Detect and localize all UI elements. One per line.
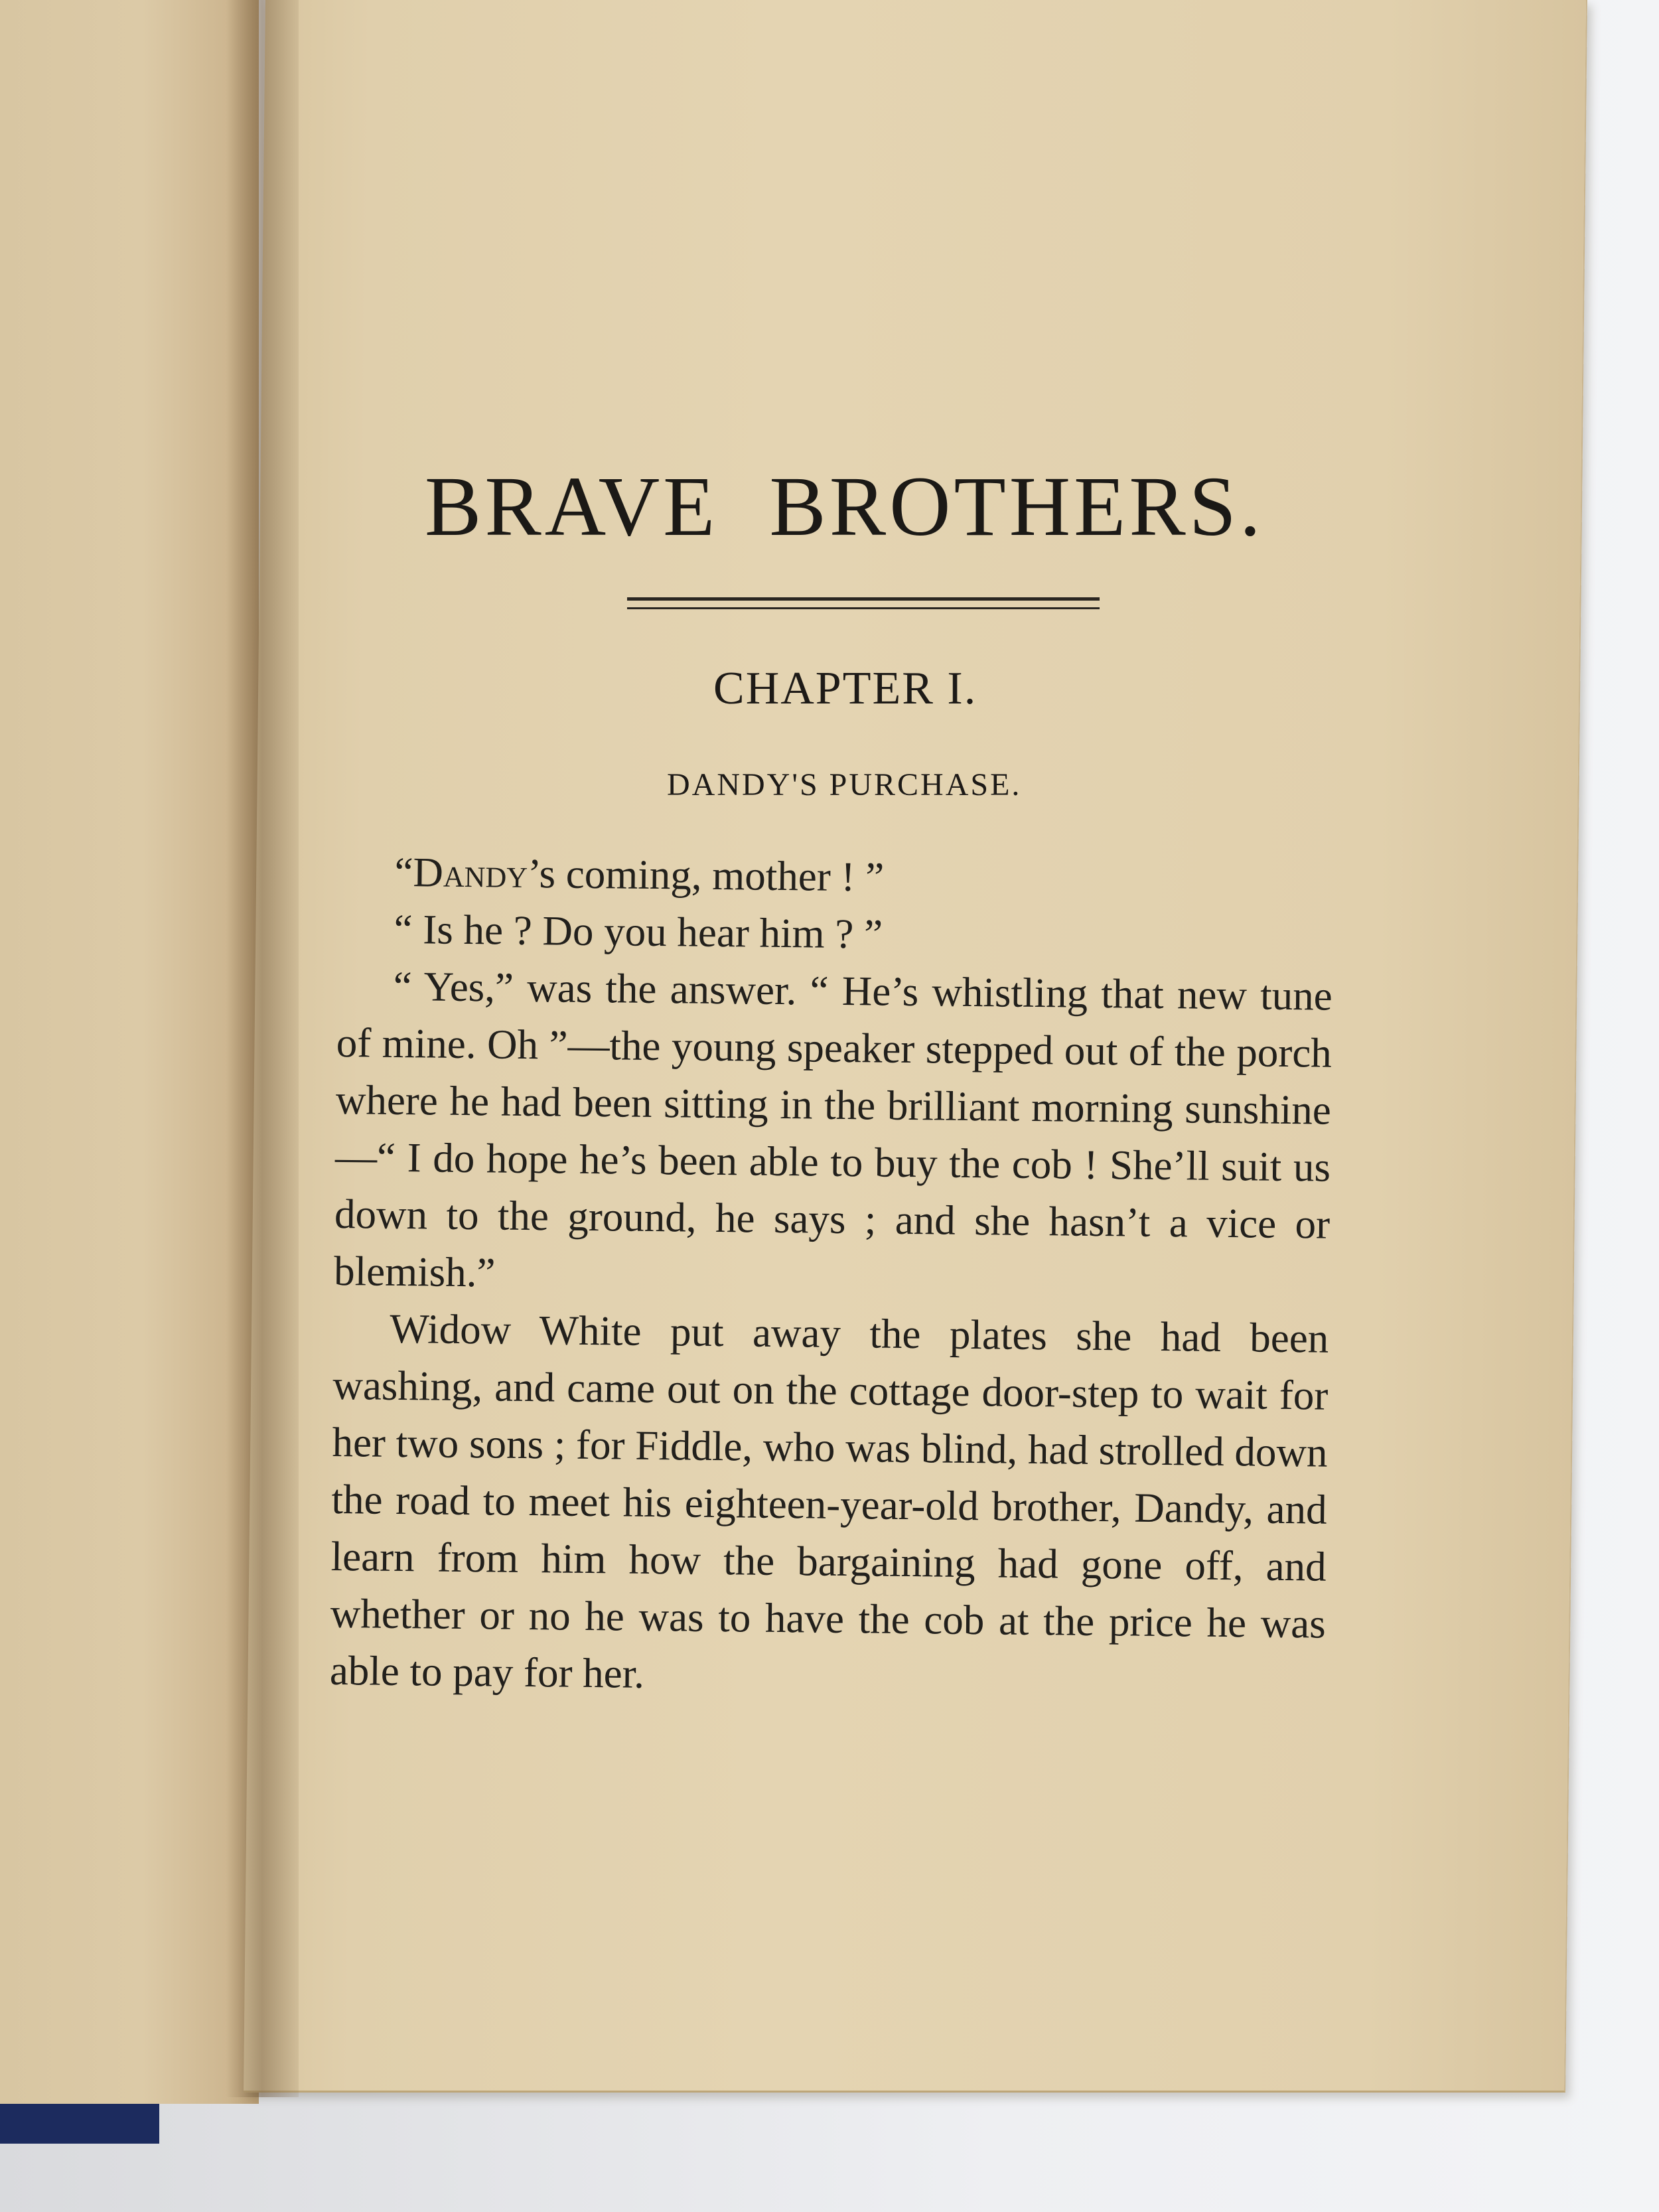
title-rule-bottom (627, 607, 1100, 609)
paragraph-4: Widow White put away the plates she had been washing, and came out on the cottage door-step to wait for her two sons ; for Fiddle, who was blind, had strolled down the road to meet his eighteen-year-old brother, Dandy, and learn from him how the bargaining had gone off, and whether or no he was to have the cob at the price he was able to pay for her. (329, 1305, 1329, 1697)
paragraph-lead-quote: “ (394, 848, 413, 896)
chapter-body (329, 843, 1333, 1710)
left-page (0, 0, 259, 2104)
paragraph-lead-smallcaps: Dandy (413, 849, 528, 897)
paragraph-1 (338, 843, 1334, 911)
book-gutter (226, 0, 299, 2097)
chapter-heading: CHAPTER I. (713, 663, 977, 714)
chapter-subtitle: DANDY'S PURCHASE. (667, 767, 1022, 802)
book-title: BRAVE BROTHERS. (425, 459, 1264, 553)
paragraph-2: “ Is he ? Do you hear him ? ” (394, 905, 883, 958)
paragraph-text: ’s coming, mother ! ” (527, 849, 885, 901)
paragraph-3: “ Yes,” was the answer. “ He’s whistling that new tune of mine. Oh ”—the young speaker stepped out of the porch where he had been sitting in the brilliant morning sunshine—“ I do hope he’s been able to buy the cob ! She’ll suit us down to the ground, he says ; and she hasn’t a vice or blemish.” (333, 962, 1333, 1296)
title-rule-top (627, 597, 1100, 601)
